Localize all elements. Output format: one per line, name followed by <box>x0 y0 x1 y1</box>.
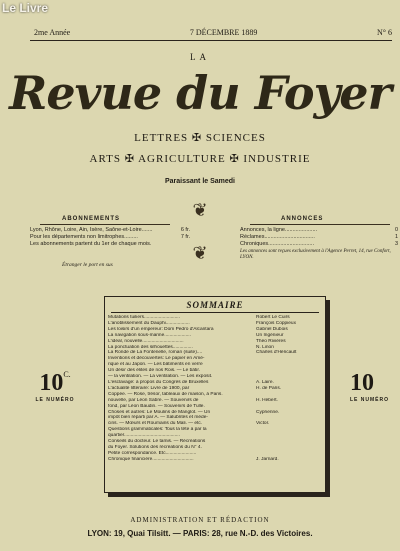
toc-item-title: Coppée. — Rose, trésor, tableaux de maison, à Paris. <box>108 391 223 397</box>
announcements-list <box>240 227 400 248</box>
toc-item-author: N. Linon <box>256 344 274 350</box>
ornament-icon: ❦ <box>192 243 208 263</box>
subtitle-line-2: ARTS ✠ AGRICULTURE ✠ INDUSTRIE <box>89 153 311 165</box>
subscription-row: Les abonnements partent du 1er de chaque mois. <box>30 241 152 247</box>
price-right <box>350 370 400 403</box>
toc-item-author: François Coppieux <box>256 320 296 326</box>
toc-item-author: Théo Rivières <box>256 338 286 344</box>
toc-item-title: impôt bien réparti par A. — Salubrités et méde- <box>108 415 208 421</box>
toc-item-title: Les loisirs d'un empereur: Dom Pedro d'Alcantara <box>108 326 214 332</box>
publication-schedule: Paraissant le Samedi <box>164 178 236 185</box>
announcements-note: Les annonces sont reçues exclusivement à l'Agence Perret, 14, rue Confort, LYON. <box>240 249 391 260</box>
toc-item-author: Cyprienne. <box>256 409 280 415</box>
price-label: LE NUMÉRO <box>35 397 75 403</box>
ornament-icon: ❦ <box>192 200 208 220</box>
issue-date: 7 DÉCEMBRE 1889 <box>189 28 258 37</box>
toc-item-title: fond, par Léon Baudin. — Souvenirs de Tulle. <box>108 403 205 409</box>
year-label: 2me Année <box>34 28 71 37</box>
price-label: LE NUMÉRO <box>350 397 389 403</box>
toc-item-title: L'idéal, nouvelle............................... <box>108 338 184 344</box>
office-addresses: LYON: 19, Quai Tilsitt. — PARIS: 28, rue N.-D. des Victoires. <box>87 529 313 538</box>
announcement-row: Annonces, la ligne..................... 0 <box>240 227 398 233</box>
subscriptions-rule <box>40 224 170 225</box>
toc-item-author: Gabriel Dubois <box>256 326 288 332</box>
announcements-heading: ANNONCES <box>281 216 324 222</box>
header-rule <box>30 40 392 41</box>
issue-number: N° 6 <box>377 28 392 37</box>
subscriptions-note: Étranger le port en sus <box>62 262 113 268</box>
toc-item-title: L'anoblissement du Dauphi.................. <box>108 320 190 326</box>
masthead-title: Revue du Foyer <box>9 66 391 120</box>
toc-item-title: La Ronde de La Fontenelle, roman (suite).... <box>108 350 203 356</box>
toc-item-author: Charles d'Héricault <box>256 350 297 356</box>
title-article: LA <box>190 52 210 62</box>
announcement-row: Chroniques.............................. 3 <box>240 241 398 247</box>
subscription-row: Pour les départements non limitrophes......... 7 fr. <box>30 234 190 240</box>
announcement-row: Réclames................................. 1 <box>240 234 398 240</box>
toc-rule <box>111 312 319 313</box>
issue-line <box>34 28 392 37</box>
toc-item-title: rique et au Japon. — Les bâtiments en verre <box>108 362 203 368</box>
subscriptions-list <box>30 227 190 248</box>
price-value: 10 <box>350 370 374 396</box>
price-currency: C. <box>63 370 71 379</box>
toc-item-title: Mutations tuiliers........................... <box>108 315 180 320</box>
table-of-contents <box>104 296 326 493</box>
subscriptions-heading: ABONNEMENTS <box>62 216 121 222</box>
toc-item-title: — la ventilation. — La ventilation. — Les exposit. <box>108 374 213 380</box>
toc-item-title: Choses et autres: Le Moulins de Manglot. — Un <box>108 409 211 415</box>
subtitle-line-1: LETTRES ✠ SCIENCES <box>134 132 266 144</box>
toc-item-author: H. de Paris. <box>256 385 282 391</box>
toc-item-author: A. Laire. <box>256 379 274 385</box>
toc-item <box>108 457 322 463</box>
toc-item-title: cins. — Mœurs et Roumains du Mali. — etc. <box>108 421 203 427</box>
toc-item-title: nouvelle, par Léon Sabre. — Souvenirs de <box>108 397 199 403</box>
toc-item-title: Conseils du docteur. Le tamis. — Récréations <box>108 439 206 445</box>
toc-item-author: Victor. <box>256 421 270 427</box>
toc-item-author: J. Jarnard. <box>256 456 279 462</box>
toc-list <box>105 315 325 463</box>
subscription-row: Lyon, Rhône, Loire, Ain, Isère, Saône-et-Loire....... 6 fr. <box>30 227 190 233</box>
site-watermark-label: Le Livre <box>2 1 49 15</box>
toc-item-title: L'actualité littéraire: Livre de 1900, par <box>108 385 190 391</box>
toc-item-title: L'esclavage: à propos du Congrès de Bruxelles <box>108 379 209 385</box>
announcements-rule <box>250 224 390 225</box>
toc-item-title: Un désir des élites de nos Rois. — Le bâtir. <box>108 368 200 374</box>
toc-title: SOMMAIRE <box>186 300 244 310</box>
price-value: 10 <box>39 370 64 396</box>
toc-item-author: Un Ingénieur <box>256 332 284 338</box>
toc-item-title: La ponctuation des silhouettes............... <box>108 344 193 350</box>
toc-item-author: Robert Le Cuirs <box>256 315 290 320</box>
toc-item-title: Questions grammaticales: Tous la tête à par la <box>108 427 207 433</box>
toc-item-title: Petite correspondance. Etc....................... <box>108 450 197 456</box>
toc-item-title: La navigation sous-marine.................... <box>108 332 191 338</box>
toc-item-author: H. Hébert. <box>256 397 278 403</box>
toc-item-title: Chronique financière............................... <box>108 456 194 462</box>
toc-item-title: du Foyer. Solutions des récréations du N° 4. <box>108 444 202 450</box>
toc-item-title: quartier.......................................... <box>108 433 180 439</box>
administration-heading: ADMINISTRATION ET RÉDACTION <box>130 516 270 524</box>
price-left <box>20 370 90 403</box>
toc-item-title: Inventions et découvertes: Le papier en Amé- <box>108 356 205 362</box>
